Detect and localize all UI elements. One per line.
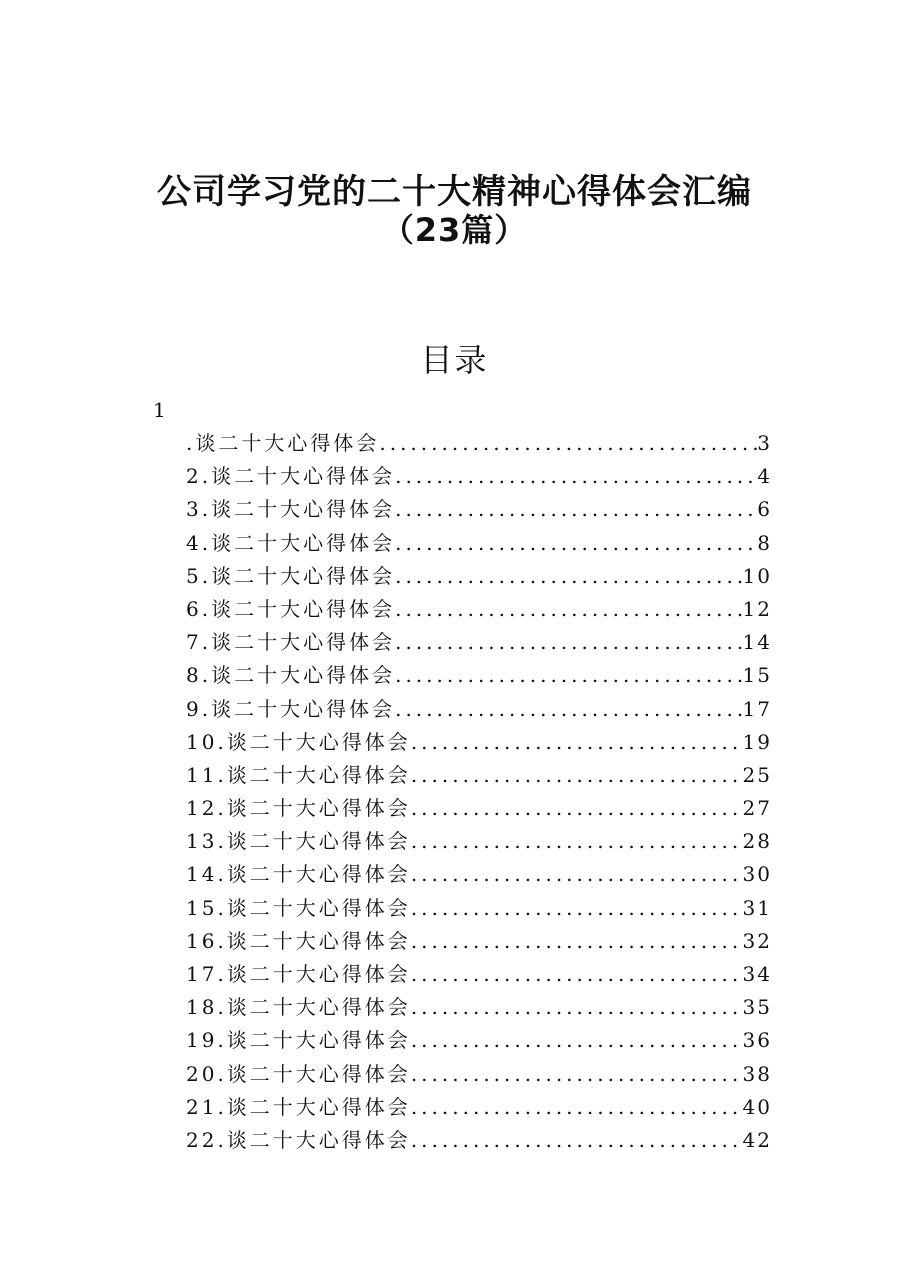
toc-entry-label: 11.谈二十大心得体会 [186,762,411,787]
document-subtitle: （23篇） [381,211,528,249]
toc-dot-leader [411,858,743,891]
toc-entry-label: 15.谈二十大心得体会 [186,895,411,920]
toc-entry[interactable] [186,1024,772,1057]
toc-entry-page-number: 6 [757,497,772,522]
toc-entry[interactable] [186,626,772,659]
toc-dot-leader [411,1091,743,1124]
toc-dot-leader [395,460,757,493]
toc-dot-leader [411,726,743,759]
toc-dot-leader [411,991,743,1024]
toc-entry-label: 20.谈二十大心得体会 [186,1061,411,1086]
toc-entry-page-number: 14 [742,630,772,655]
toc-entry[interactable] [186,1124,772,1157]
toc-dot-leader [395,693,742,726]
toc-entry-label: 4.谈二十大心得体会 [186,530,396,555]
toc-dot-leader [379,427,757,460]
toc-entry[interactable] [186,991,772,1024]
toc-dot-leader [395,659,742,692]
toc-entry[interactable] [186,659,772,692]
toc-entry[interactable] [186,1091,772,1124]
toc-entry-label: 8.谈二十大心得体会 [186,663,396,688]
toc-entry-page-number: 12 [742,596,772,621]
toc-entry-page-number: 3 [757,431,772,455]
toc-dot-leader [411,825,743,858]
toc-heading: 目录 [420,341,489,379]
toc-entry-label: 12.谈二十大心得体会 [186,796,411,821]
toc-entry[interactable] [186,958,772,991]
toc-entry-label: 17.谈二十大心得体会 [186,962,411,986]
toc-dot-leader [395,593,742,626]
toc-entry[interactable] [186,560,772,593]
toc-entry-page-number: 28 [742,829,772,854]
toc-entry-page-number: 40 [742,1094,772,1119]
toc-entry-page-number: 34 [742,962,772,986]
toc-dot-leader [411,958,743,991]
toc-entry[interactable] [186,527,772,560]
toc-entry[interactable] [186,493,772,526]
toc-entry-page-number: 31 [742,895,772,920]
toc-entry-page-number: 36 [742,1028,772,1053]
toc-entry[interactable] [186,1058,772,1091]
toc-dot-leader [411,792,743,825]
toc-entry[interactable] [186,726,772,759]
toc-lead-number: 1 [153,398,166,422]
toc-entry-page-number: 8 [757,530,772,555]
toc-entry-page-number: 35 [742,995,772,1020]
toc-entry-page-number: 17 [742,696,772,721]
toc-entry-page-number: 19 [742,729,772,754]
toc-entry[interactable] [186,593,772,626]
toc-entry[interactable] [186,892,772,925]
toc-entry-page-number: 30 [742,862,772,887]
toc-entry-label: 3.谈二十大心得体会 [186,497,396,522]
toc-dot-leader [395,527,757,560]
toc-dot-leader [395,560,742,593]
toc-dot-leader [395,626,742,659]
toc-entry-label: 5.谈二十大心得体会 [186,563,396,588]
toc-dot-leader [411,925,743,958]
toc-dot-leader [411,1058,743,1091]
toc-dot-leader [411,759,743,792]
table-of-contents [186,427,772,1157]
toc-entry-label: 7.谈二十大心得体会 [186,630,396,655]
toc-dot-leader [395,493,757,526]
toc-entry-label: .谈二十大心得体会 [186,431,380,455]
toc-entry-label: 19.谈二十大心得体会 [186,1028,411,1053]
toc-entry-label: 2.谈二十大心得体会 [186,464,396,489]
toc-entry[interactable] [186,759,772,792]
toc-entry-page-number: 15 [742,663,772,688]
toc-entry-page-number: 25 [742,762,772,787]
toc-entry-label: 22.谈二十大心得体会 [186,1127,411,1152]
toc-entry-page-number: 42 [742,1127,772,1152]
toc-dot-leader [411,1024,743,1057]
toc-entry[interactable] [186,460,772,493]
toc-entry-label: 18.谈二十大心得体会 [186,995,411,1020]
toc-entry[interactable] [186,792,772,825]
toc-entry[interactable] [186,427,772,460]
toc-entry-label: 6.谈二十大心得体会 [186,596,396,621]
toc-dot-leader [411,1124,743,1157]
toc-entry-label: 21.谈二十大心得体会 [186,1094,411,1119]
toc-entry-page-number: 4 [757,464,772,489]
toc-entry-label: 10.谈二十大心得体会 [186,729,411,754]
toc-entry-label: 13.谈二十大心得体会 [186,829,411,854]
toc-entry[interactable] [186,825,772,858]
toc-entry-label: 14.谈二十大心得体会 [186,862,411,887]
toc-entry[interactable] [186,693,772,726]
toc-entry-page-number: 38 [742,1061,772,1086]
toc-entry-page-number: 27 [742,796,772,821]
toc-entry-page-number: 32 [742,928,772,953]
toc-entry[interactable] [186,858,772,891]
toc-entry-label: 9.谈二十大心得体会 [186,696,396,721]
toc-entry-label: 16.谈二十大心得体会 [186,928,411,953]
toc-entry[interactable] [186,925,772,958]
document-title: 公司学习党的二十大精神心得体会汇编 [157,172,752,212]
toc-dot-leader [411,892,743,925]
toc-entry-page-number: 10 [742,563,772,588]
